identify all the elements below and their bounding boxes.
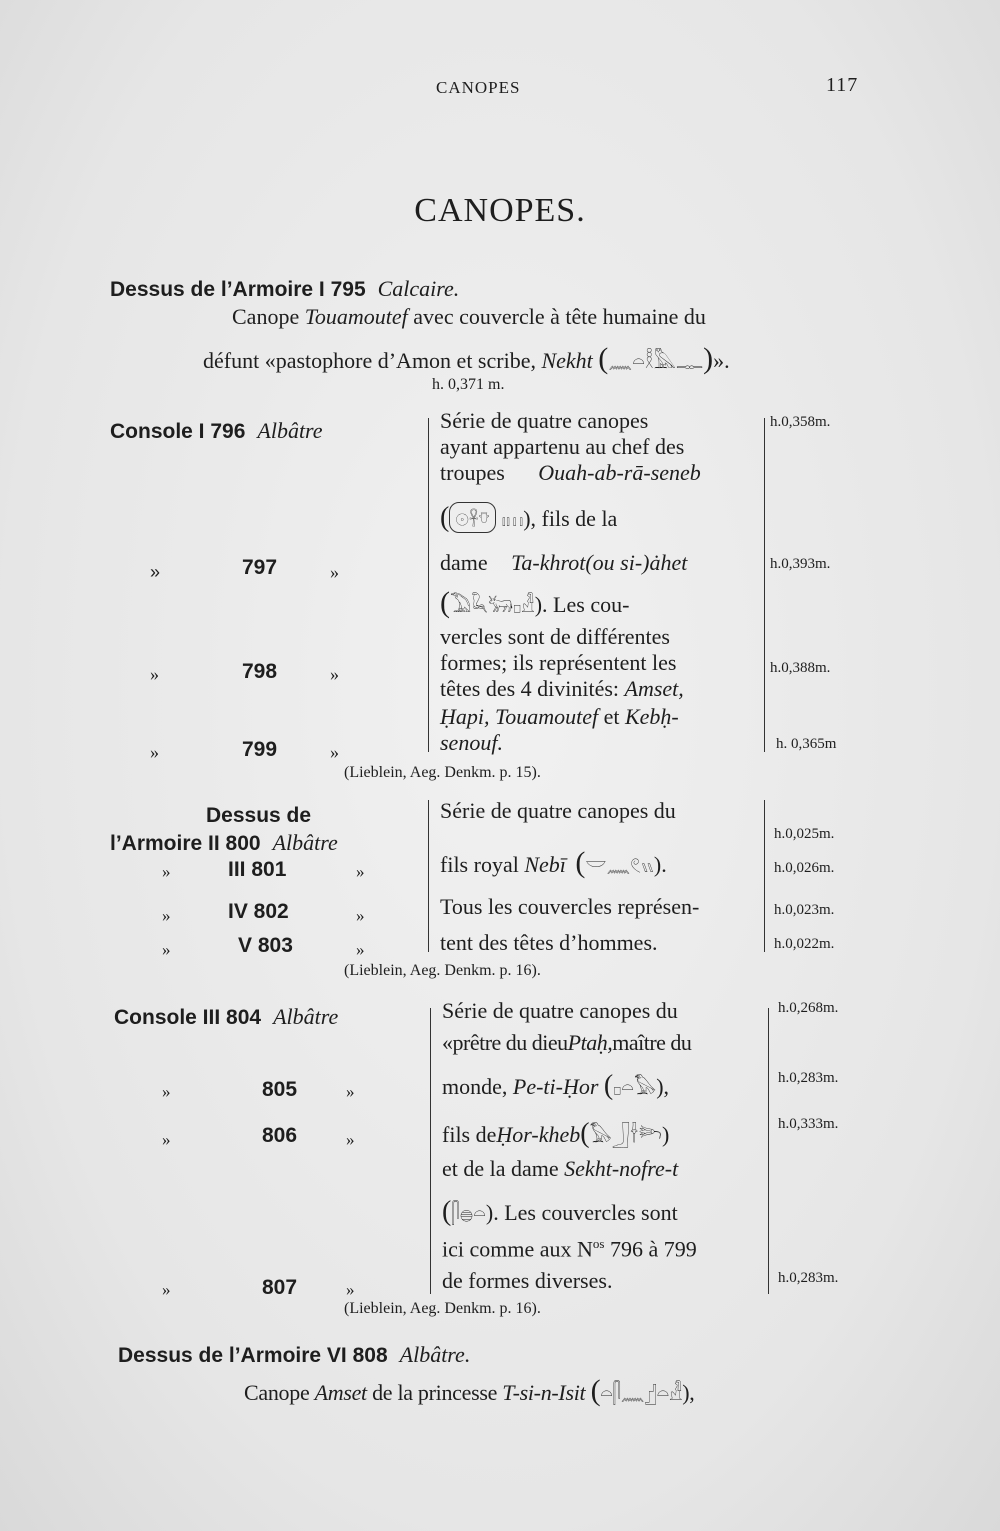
text: «prêtre du dieu (442, 1030, 568, 1055)
desc-line (440, 550, 687, 576)
material: Albâtre (272, 830, 338, 855)
brace-left (428, 418, 429, 752)
paren: ) (703, 342, 714, 375)
text: têtes des 4 divinités: (440, 676, 620, 701)
god-name: Ḥapi, Touamoutef (440, 704, 599, 729)
person-name: Ouah-ab-rā-seneb (538, 460, 701, 485)
ditto-mark: » (162, 862, 171, 881)
height-value: h.0,333m. (778, 1116, 839, 1132)
material: Albâtre (273, 1004, 339, 1029)
desc-line: tent des têtes d’hommes. (440, 930, 658, 955)
height-value: h.0,283m. (778, 1270, 839, 1286)
desc-line: vercles sont de différentes (440, 624, 670, 649)
brace-left (430, 1008, 431, 1294)
text: Canope (232, 304, 300, 329)
person-name: Nekht (541, 348, 593, 373)
hieroglyph-nekht: 𓈖𓏏𓎛𓅓𓊃 (608, 351, 704, 373)
text: défunt «pastophore d’Amon et scribe, (203, 348, 536, 373)
height-value: h.0,025m. (774, 826, 835, 842)
ditto-mark: » (162, 1130, 171, 1149)
entry-number: V 803 (238, 934, 293, 957)
desc-line: Série de quatre canopes du (440, 798, 676, 823)
ditto-mark: » (346, 1082, 355, 1101)
person-name: Pe-ti-Ḥor (512, 1074, 599, 1099)
hieroglyph-tsinisit: 𓏏𓋴𓈖𓊨𓏏𓁐 (600, 1383, 683, 1405)
desc-line (442, 1194, 678, 1228)
desc-line: Tous les couvercles représen- (440, 894, 700, 919)
text: ici comme aux N (442, 1236, 593, 1262)
material: Albâtre (257, 418, 323, 443)
entry-number: III 801 (228, 858, 287, 881)
person-name: Nebī (524, 852, 566, 877)
text: fils de (442, 1122, 497, 1147)
paren: ( (440, 586, 450, 619)
text: ) (662, 1122, 670, 1147)
text: fils royal (440, 852, 519, 877)
desc-line: Série de quatre canopes (440, 408, 649, 433)
entry-number: 806 (262, 1124, 298, 1147)
entry-795-heading (110, 276, 459, 302)
entry-number: 798 (242, 660, 278, 683)
desc-line (440, 676, 684, 702)
entry-number: 805 (262, 1078, 298, 1101)
ditto-mark: » (356, 940, 365, 959)
hieroglyph-nebi: 𓎟𓈖𓏲𓏭 (585, 855, 654, 877)
paren: ( (442, 1196, 452, 1227)
god-name: Ptaḥ, (567, 1030, 613, 1055)
text: ). (653, 852, 667, 877)
brace-right (760, 418, 765, 752)
superscript: os (592, 1236, 605, 1251)
entry-795-line1 (232, 304, 706, 330)
height-value: h. 0,365m (776, 736, 837, 752)
ditto-mark: » (346, 1130, 355, 1149)
hieroglyph-name: 𓅐𓆗𓃒𓊪𓁐 (450, 595, 535, 617)
ditto-mark: » (150, 742, 159, 762)
ditto-mark: » (162, 906, 171, 925)
text: ». (713, 348, 730, 373)
height-value: h.0,022m. (774, 936, 835, 952)
god-name: Amset (314, 1380, 367, 1405)
text: maître du (612, 1030, 692, 1055)
location: l’Armoire II 800 (110, 832, 261, 855)
desc-line: formes; ils représentent les (440, 650, 677, 675)
entry-808-line (244, 1374, 694, 1408)
ditto-mark: » (356, 862, 365, 881)
material: Albâtre. (399, 1342, 471, 1367)
person-name: T-si-n-Isit (502, 1380, 586, 1405)
hieroglyph-sekhtnofret: 𓋴𓐍𓏏 (451, 1203, 486, 1225)
text: ), (656, 1074, 670, 1099)
desc-line (442, 1236, 697, 1262)
text: troupes (440, 460, 505, 485)
brace-left (428, 800, 429, 952)
page-title: CANOPES. (414, 192, 586, 229)
armoire-2-heading: Dessus de (206, 804, 312, 827)
text: ), (682, 1380, 695, 1405)
entry-795-line2 (203, 342, 730, 376)
ditto-mark: » (330, 562, 339, 582)
text: 796 à 799 (609, 1236, 697, 1262)
height-value: h.0,388m. (770, 660, 831, 676)
paren: ( (603, 1070, 614, 1101)
entry-number: 799 (242, 738, 278, 761)
god-name: Kebḥ- (624, 704, 679, 729)
text: Canope (244, 1380, 310, 1405)
console-3-heading (114, 1004, 338, 1030)
reference: (Lieblein, Aeg. Denkm. p. 15). (344, 764, 541, 781)
ditto-mark: » (150, 664, 159, 684)
text: dame (440, 550, 488, 575)
desc-line (440, 460, 701, 486)
height-value: h.0,268m. (778, 1000, 839, 1016)
paren: ( (440, 502, 450, 533)
hieroglyph: 𓏤𓏥 (501, 509, 524, 531)
running-title: CANOPES (436, 78, 521, 97)
person-name: Sekht-nofre-t (564, 1156, 679, 1181)
brace-right (764, 1008, 769, 1294)
desc-line (442, 1116, 669, 1150)
entry-795-material: Calcaire. (377, 276, 460, 301)
desc-line (442, 1156, 678, 1182)
desc-line (440, 704, 679, 730)
desc-line: de formes diverses. (442, 1268, 613, 1293)
person-name: Ta-khrot(ou si-)ȧhet (511, 550, 688, 575)
height-value: h.0,283m. (778, 1070, 839, 1086)
brace-right (760, 800, 765, 952)
entry-808-heading (118, 1342, 470, 1368)
ditto-mark: » (162, 1082, 171, 1101)
ditto-mark: » (356, 906, 365, 925)
reference: (Lieblein, Aeg. Denkm. p. 16). (344, 962, 541, 979)
ditto-mark: » (330, 742, 339, 762)
paren: ( (598, 342, 609, 375)
god-name: Touamoutef (304, 304, 408, 329)
text: ). Les couvercles sont (485, 1200, 678, 1225)
text: monde, (442, 1074, 508, 1099)
ditto-mark: » (162, 1280, 171, 1299)
desc-line (442, 1068, 669, 1102)
ditto-mark: » (162, 940, 171, 959)
hieroglyph-horkheb: 𓅃𓃀𓌂𓆸 (589, 1125, 663, 1147)
entry-795-location: Dessus de l’Armoire I 795 (110, 278, 366, 301)
text: et (603, 704, 620, 729)
height-value: h.0,393m. (770, 556, 831, 572)
desc-line (442, 1030, 691, 1056)
text: de la princesse (372, 1380, 498, 1405)
hieroglyph-petihor: 𓊪𓏏𓅃 (613, 1077, 657, 1099)
location: Dessus de l’Armoire VI 808 (118, 1344, 388, 1367)
page-number: 117 (826, 74, 859, 96)
paren: ( (580, 1118, 590, 1149)
desc-line (440, 586, 629, 620)
text: ). Les cou- (534, 592, 630, 617)
height-value: h.0,023m. (774, 902, 835, 918)
person-name: Ḥor-kheb (496, 1122, 581, 1147)
ditto-mark: » (150, 562, 161, 582)
console-1-heading (110, 418, 323, 444)
height-value: h.0,358m. (770, 414, 831, 430)
desc-line (440, 846, 667, 880)
location: Console III 804 (114, 1006, 262, 1029)
text: avec couvercle à tête humaine du (413, 304, 706, 329)
height-value: h.0,026m. (774, 860, 835, 876)
cartouche: 𓇳𓋹𓄣 (449, 502, 495, 533)
location: Console I 796 (110, 420, 246, 443)
paren: ( (590, 1374, 601, 1407)
reference: (Lieblein, Aeg. Denkm. p. 16). (344, 1300, 541, 1317)
entry-number: 807 (262, 1276, 298, 1299)
paren: ( (575, 846, 586, 879)
god-name: Amset, (624, 676, 684, 701)
text: ), fils de la (523, 506, 618, 531)
entry-795-height: h. 0,371 m. (432, 376, 505, 393)
armoire-2-location (110, 830, 338, 856)
desc-line: senouf. (440, 730, 503, 755)
entry-number: IV 802 (228, 900, 289, 923)
desc-line: ayant appartenu au chef des (440, 434, 685, 459)
entry-number: 797 (242, 556, 278, 579)
ditto-mark: » (330, 664, 339, 684)
ditto-mark: » (346, 1280, 355, 1299)
desc-line (440, 500, 617, 534)
text: et de la dame (442, 1156, 559, 1181)
desc-line: Série de quatre canopes du (442, 998, 678, 1023)
